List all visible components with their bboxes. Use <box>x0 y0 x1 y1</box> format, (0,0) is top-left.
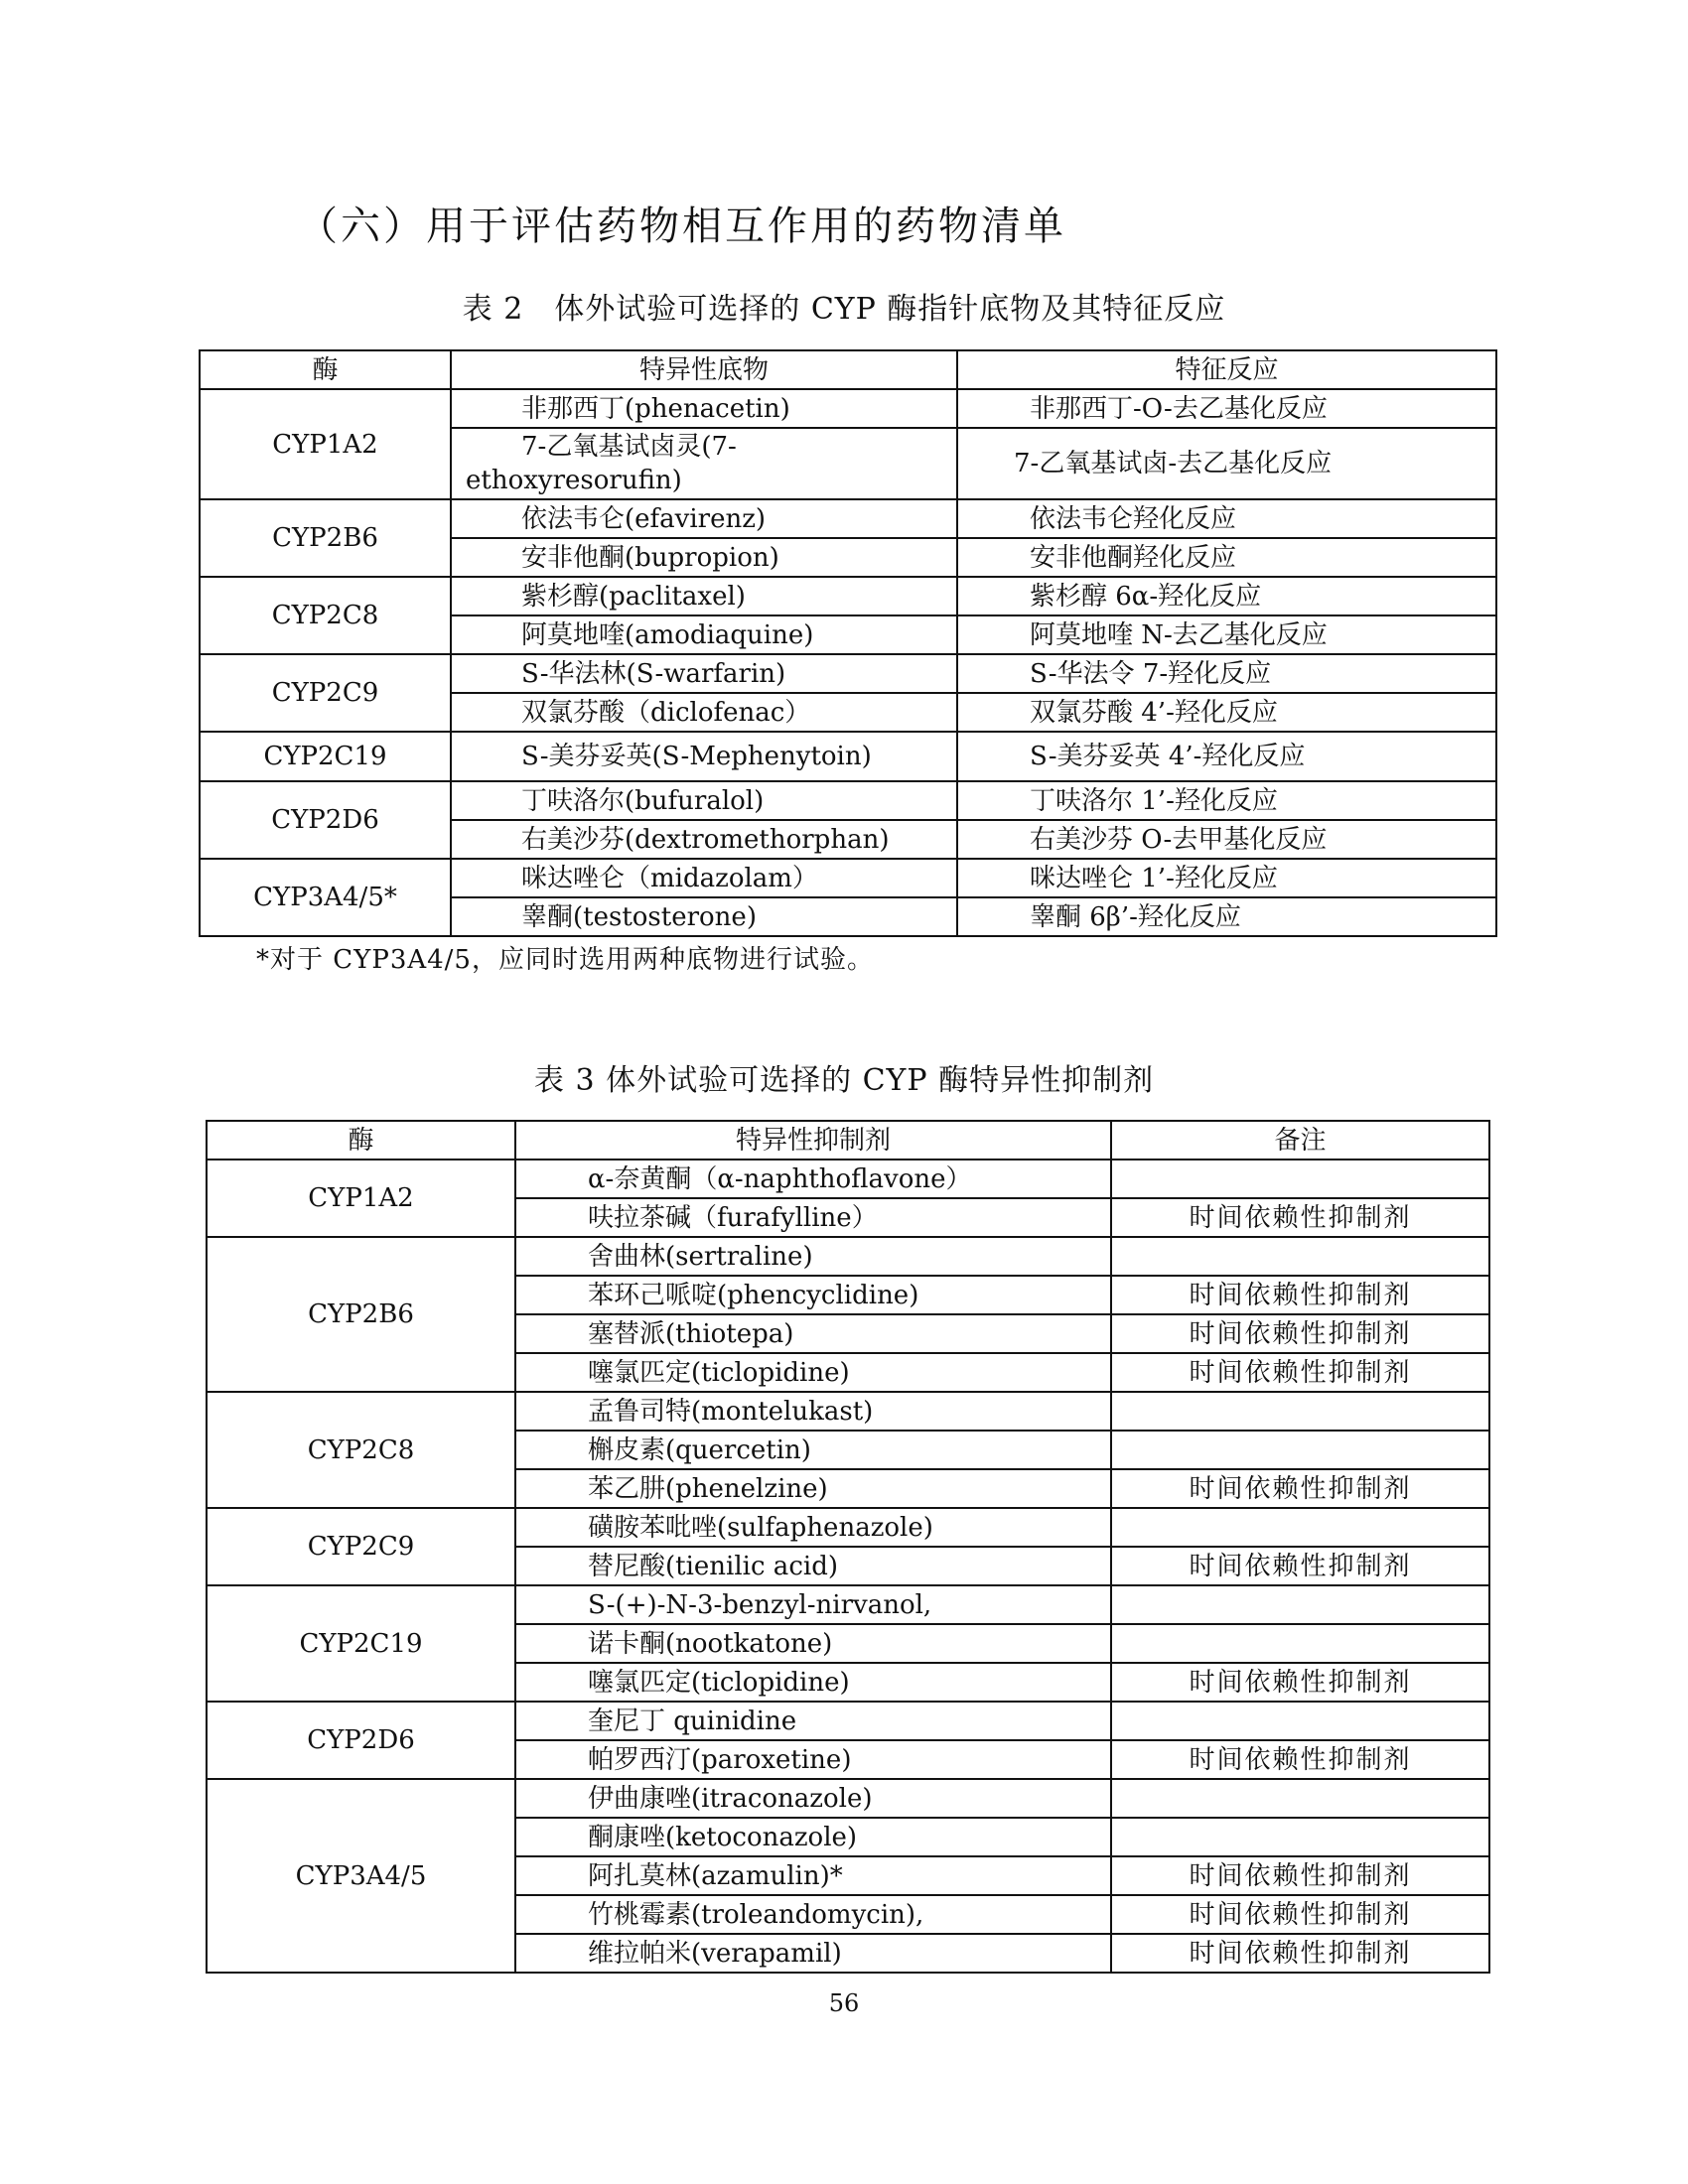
table3-cyp-inhibitors <box>206 1120 1490 1974</box>
inhibitor-cell: 噻氯匹定(ticlopidine) <box>515 1353 1111 1392</box>
note-cell: 时间依赖性抑制剂 <box>1111 1663 1489 1702</box>
table2-header-substrate: 特异性底物 <box>451 350 957 389</box>
inhibitor-cell: 伊曲康唑(itraconazole) <box>515 1779 1111 1818</box>
enzyme-cell: CYP2C8 <box>200 577 451 654</box>
inhibitor-cell: 呋拉茶碱（furafylline） <box>515 1198 1111 1237</box>
enzyme-cell: CYP3A4/5* <box>200 859 451 936</box>
note-cell <box>1111 1702 1489 1740</box>
table2-header-reaction: 特征反应 <box>957 350 1496 389</box>
inhibitor-cell: 孟鲁司特(montelukast) <box>515 1392 1111 1431</box>
substrate-cell: 双氯芬酸（diclofenac） <box>451 693 957 732</box>
note-cell: 时间依赖性抑制剂 <box>1111 1856 1489 1895</box>
substrate-cell: 紫杉醇(paclitaxel) <box>451 577 957 615</box>
note-cell: 时间依赖性抑制剂 <box>1111 1314 1489 1353</box>
substrate-line-1: 7-乙氧基试卤灵(7- <box>521 432 737 462</box>
substrate-cell: S-华法林(S-warfarin) <box>451 654 957 693</box>
inhibitor-cell: 槲皮素(quercetin) <box>515 1431 1111 1469</box>
note-cell <box>1111 1818 1489 1856</box>
reaction-cell: 紫杉醇 6α-羟化反应 <box>957 577 1496 615</box>
note-cell <box>1111 1160 1489 1198</box>
enzyme-cell: CYP2C9 <box>200 654 451 732</box>
inhibitor-cell: 磺胺苯吡唑(sulfaphenazole) <box>515 1508 1111 1547</box>
inhibitor-cell: 竹桃霉素(troleandomycin), <box>515 1895 1111 1934</box>
substrate-cell: S-美芬妥英(S-Mephenytoin) <box>451 732 957 781</box>
table2-footnote: *对于 CYP3A4/5，应同时选用两种底物进行试验。 <box>256 945 874 975</box>
enzyme-cell: CYP2C19 <box>200 732 451 781</box>
inhibitor-cell: S-(+)-N-3-benzyl-nirvanol, <box>515 1585 1111 1624</box>
table-row <box>200 654 1496 693</box>
note-cell: 时间依赖性抑制剂 <box>1111 1276 1489 1314</box>
table3-caption: 表 3 体外试验可选择的 CYP 酶特异性抑制剂 <box>533 1063 1155 1098</box>
reaction-cell: 安非他酮羟化反应 <box>957 538 1496 577</box>
enzyme-cell: CYP1A2 <box>207 1160 515 1237</box>
substrate-cell <box>451 428 957 499</box>
inhibitor-cell: 替尼酸(tienilic acid) <box>515 1547 1111 1585</box>
reaction-cell: S-华法令 7-羟化反应 <box>957 654 1496 693</box>
inhibitor-cell: 阿扎莫林(azamulin)* <box>515 1856 1111 1895</box>
inhibitor-cell: 奎尼丁 quinidine <box>515 1702 1111 1740</box>
inhibitor-cell: 酮康唑(ketoconazole) <box>515 1818 1111 1856</box>
reaction-cell: 咪达唑仑 1’-羟化反应 <box>957 859 1496 897</box>
note-cell <box>1111 1779 1489 1818</box>
inhibitor-cell: 维拉帕米(verapamil) <box>515 1934 1111 1973</box>
inhibitor-cell: 苯乙肼(phenelzine) <box>515 1469 1111 1508</box>
enzyme-cell: CYP2C9 <box>207 1508 515 1585</box>
reaction-cell: 双氯芬酸 4’-羟化反应 <box>957 693 1496 732</box>
note-cell <box>1111 1392 1489 1431</box>
table-row <box>200 859 1496 897</box>
enzyme-cell: CYP2B6 <box>207 1237 515 1392</box>
table-row <box>207 1508 1489 1547</box>
table3-header-enzyme: 酶 <box>207 1121 515 1160</box>
substrate-line-2: ethoxyresorufin) <box>466 466 682 495</box>
reaction-cell: 非那西丁-O-去乙基化反应 <box>957 389 1496 428</box>
reaction-cell: S-美芬妥英 4’-羟化反应 <box>957 732 1496 781</box>
table-row <box>200 389 1496 428</box>
table-row <box>207 1392 1489 1431</box>
inhibitor-cell: α-奈黄酮（α-naphthoflavone） <box>515 1160 1111 1198</box>
substrate-cell: 阿莫地喹(amodiaquine) <box>451 615 957 654</box>
note-cell: 时间依赖性抑制剂 <box>1111 1353 1489 1392</box>
reaction-cell: 7-乙氧基试卤-去乙基化反应 <box>957 428 1496 499</box>
note-cell: 时间依赖性抑制剂 <box>1111 1469 1489 1508</box>
note-cell <box>1111 1508 1489 1547</box>
table-row <box>207 1237 1489 1276</box>
substrate-cell: 睾酮(testosterone) <box>451 897 957 936</box>
table-row <box>200 732 1496 781</box>
reaction-cell: 丁呋洛尔 1’-羟化反应 <box>957 781 1496 820</box>
note-cell <box>1111 1624 1489 1663</box>
reaction-cell: 依法韦仑羟化反应 <box>957 499 1496 538</box>
substrate-cell: 依法韦仑(efavirenz) <box>451 499 957 538</box>
table-row <box>207 1779 1489 1818</box>
note-cell: 时间依赖性抑制剂 <box>1111 1895 1489 1934</box>
table2-cyp-substrates <box>199 349 1497 937</box>
table-row <box>207 1585 1489 1624</box>
section-heading: （六）用于评估药物相互作用的药物清单 <box>298 204 1066 249</box>
table3-header-note: 备注 <box>1111 1121 1489 1160</box>
substrate-cell: 咪达唑仑（midazolam） <box>451 859 957 897</box>
inhibitor-cell: 帕罗西汀(paroxetine) <box>515 1740 1111 1779</box>
inhibitor-cell: 塞替派(thiotepa) <box>515 1314 1111 1353</box>
table-row <box>207 1702 1489 1740</box>
table-row <box>200 577 1496 615</box>
page-number: 56 <box>828 1989 860 2017</box>
table2-caption: 表 2 体外试验可选择的 CYP 酶指针底物及其特征反应 <box>462 292 1226 327</box>
reaction-cell: 阿莫地喹 N-去乙基化反应 <box>957 615 1496 654</box>
inhibitor-cell: 噻氯匹定(ticlopidine) <box>515 1663 1111 1702</box>
inhibitor-cell: 诺卡酮(nootkatone) <box>515 1624 1111 1663</box>
substrate-cell: 丁呋洛尔(bufuralol) <box>451 781 957 820</box>
note-cell: 时间依赖性抑制剂 <box>1111 1547 1489 1585</box>
reaction-cell: 右美沙芬 O-去甲基化反应 <box>957 820 1496 859</box>
table-row <box>207 1160 1489 1198</box>
substrate-cell: 非那西丁(phenacetin) <box>451 389 957 428</box>
enzyme-cell: CYP2C19 <box>207 1585 515 1702</box>
substrate-cell: 右美沙芬(dextromethorphan) <box>451 820 957 859</box>
table-row <box>200 781 1496 820</box>
note-cell: 时间依赖性抑制剂 <box>1111 1198 1489 1237</box>
enzyme-cell: CYP2D6 <box>200 781 451 859</box>
note-cell <box>1111 1431 1489 1469</box>
inhibitor-cell: 舍曲林(sertraline) <box>515 1237 1111 1276</box>
enzyme-cell: CYP2B6 <box>200 499 451 577</box>
reaction-cell: 睾酮 6β’-羟化反应 <box>957 897 1496 936</box>
note-cell <box>1111 1585 1489 1624</box>
inhibitor-cell: 苯环己哌啶(phencyclidine) <box>515 1276 1111 1314</box>
substrate-cell: 安非他酮(bupropion) <box>451 538 957 577</box>
note-cell <box>1111 1237 1489 1276</box>
note-cell: 时间依赖性抑制剂 <box>1111 1740 1489 1779</box>
enzyme-cell: CYP2D6 <box>207 1702 515 1779</box>
enzyme-cell: CYP2C8 <box>207 1392 515 1508</box>
table-row <box>200 499 1496 538</box>
enzyme-cell: CYP3A4/5 <box>207 1779 515 1973</box>
note-cell: 时间依赖性抑制剂 <box>1111 1934 1489 1973</box>
enzyme-cell: CYP1A2 <box>200 389 451 499</box>
table2-header-enzyme: 酶 <box>200 350 451 389</box>
table3-header-inhibitor: 特异性抑制剂 <box>515 1121 1111 1160</box>
